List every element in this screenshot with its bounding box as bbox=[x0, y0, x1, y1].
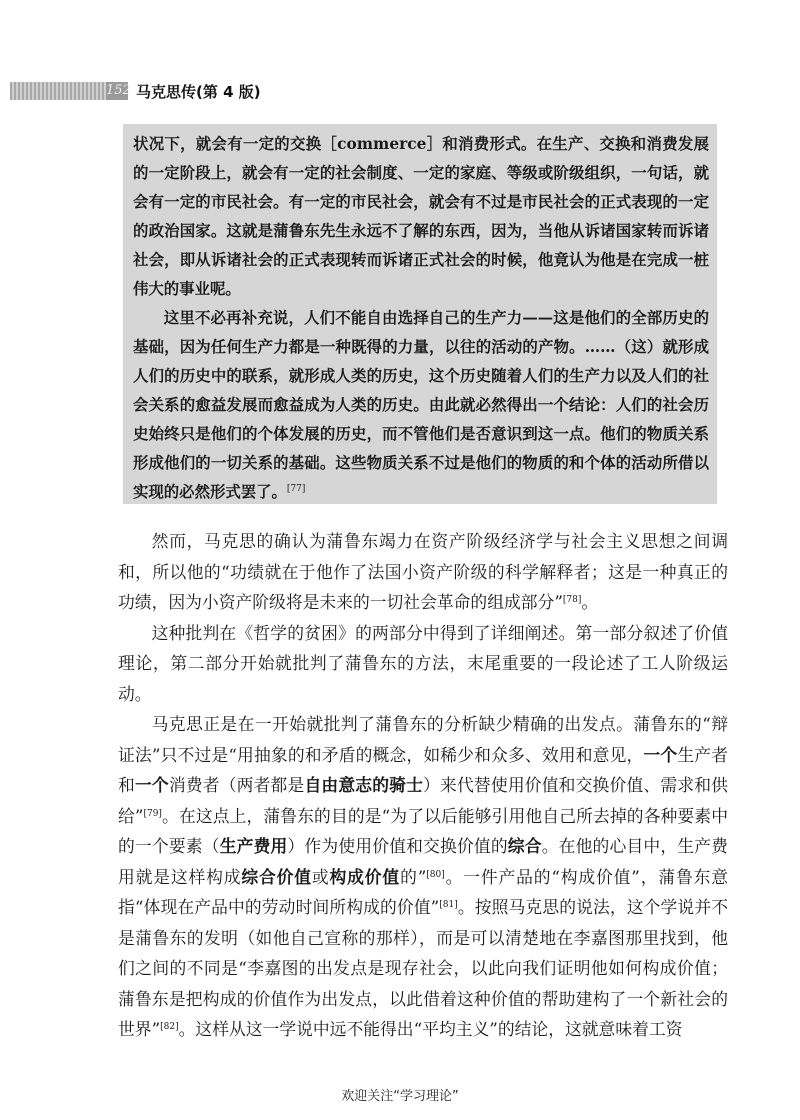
body-text: 生产者和 bbox=[118, 744, 728, 795]
footnote-ref[interactable]: [80] bbox=[426, 869, 445, 880]
bold-text: 综合价值 bbox=[241, 866, 312, 887]
body-text: 。一件产品的“构成价值”，蒲鲁东意指“体现在产品中的劳动时间所构成的价值” bbox=[118, 866, 728, 917]
body-text: 。 bbox=[581, 592, 599, 612]
body-text: 。在他的心目中，生产费用就是这样构成 bbox=[118, 836, 728, 887]
page-footer: 欢迎关注“学习理论” bbox=[341, 1089, 459, 1104]
body-paragraph-3 bbox=[118, 709, 728, 1045]
footnote-ref[interactable]: [77] bbox=[286, 484, 306, 494]
page-number: 152 bbox=[106, 83, 131, 98]
bold-text: 一个 bbox=[134, 775, 169, 795]
bold-text: 构成价值 bbox=[329, 866, 401, 887]
body-text: 马克思正是在一开始就批判了蒲鲁东的分析缺少精确的出发点。蒲鲁东的“辩证法”只不过是“用抽象的和矛盾的概念，如稀少和众多、效用和意见， bbox=[118, 714, 728, 765]
bold-text: 自由意志的骑士 bbox=[304, 775, 424, 795]
header-decoration bbox=[10, 82, 106, 100]
emphasis-text: 自己的生产力 bbox=[428, 309, 523, 327]
body-text: 。这样从这一学说中远不能得出“平均主义”的结论，这就意味着工资 bbox=[178, 1019, 683, 1039]
footnote-ref[interactable]: [79] bbox=[143, 808, 162, 819]
footnote-ref[interactable]: [81] bbox=[439, 900, 458, 910]
body-text: 或 bbox=[311, 866, 330, 887]
footnote-ref[interactable]: [82] bbox=[160, 1022, 179, 1032]
bold-text: 生产费用 bbox=[219, 836, 288, 856]
body-text: 。在这点上，蒲鲁东的目的是“为了以后能够引用他自己所去掉的各种要素中的一个要素（ bbox=[118, 805, 728, 856]
body-paragraph-2: 这种批判在《哲学的贫困》的两部分中得到了详细阐述。第一部分叙述了价值理论，第二部分开始就批判了蒲鲁东的方法，末尾重要的一段论述了工人阶级运动。 bbox=[118, 622, 728, 704]
quote-text: 这里不必再补充说，人们不能自由选择 bbox=[163, 309, 429, 327]
block-quote bbox=[123, 124, 717, 504]
quote-paragraph-1: 状况下，就会有一定的交换［commerce］和消费形式。在生产、交换和消费发展的一定阶段上，就会有一定的社会制度、一定的家庭、等级或阶级组织，一句话，就会有一定的市民社会。有一定的市民社会，就会有不过是市民社会的正式表现的一定的政治国家。这就是蒲鲁东先生永远不了解的东西，因为，当他从诉诸国家转而诉诸社会，即从诉诸社会的正式表现转而诉诸正式社会的时候，他竟认为他是在完成一桩伟大的事业呢。 bbox=[133, 135, 709, 298]
body-text: ）来代替使用价值和交换价值、需求和供给” bbox=[118, 775, 728, 826]
main-text bbox=[118, 526, 728, 1045]
body-paragraph-1 bbox=[118, 526, 728, 618]
book-title: 马克思传(第 4 版) bbox=[136, 82, 261, 101]
quote-paragraph-2 bbox=[133, 304, 709, 507]
bold-text: 一个 bbox=[643, 744, 678, 765]
running-header bbox=[10, 80, 261, 102]
quote-text: ——这是他们的全部历史的基础，因为任何生产力都是一种既得的力量，以往的活动的产物。……（这）就形成人们的历史中的联系，就形成人类的历史，这个历史随着人们的生产力以及人们的社会关系的愈益发展而愈益成为人类的历史。由此就必然得出一个结论：人们的社会历史始终只是他们的个体发展的历史，而不管他们是否意识到这一点。他们的物质关系形成他们的一切关系的基础。这些物质关系不过是他们的物质的和个体的活动所借以实现的必然形式罢了。 bbox=[133, 309, 709, 501]
footnote-ref[interactable]: [78] bbox=[562, 595, 582, 605]
bold-text: 综合 bbox=[507, 836, 542, 856]
body-text: 。按照马克思的说法，这个学说并不是蒲鲁东的发明（如他自己宣称的那样），而是可以清楚地在李嘉图那里找到，他们之间的不同是“李嘉图的出发点是现存社会，以此向我们证明他如何构成价值；蒲鲁东是把构成的价值作为出发点，以此借着这种价值的帮助建构了一个新社会的世界” bbox=[118, 897, 728, 1039]
body-text: 的” bbox=[400, 866, 427, 887]
body-text: ）作为使用价值和交换价值的 bbox=[287, 836, 508, 856]
body-text: 然而，马克思的确认为蒲鲁东竭力在资产阶级经济学与社会主义思想之间调和，所以他的“功绩就在于他作了法国小资产阶级的科学解释者；这是一种真正的功绩，因为小资产阶级将是未来的一切社会革命的组成部分” bbox=[118, 531, 728, 612]
body-text: 消费者（两者都是 bbox=[168, 775, 305, 795]
